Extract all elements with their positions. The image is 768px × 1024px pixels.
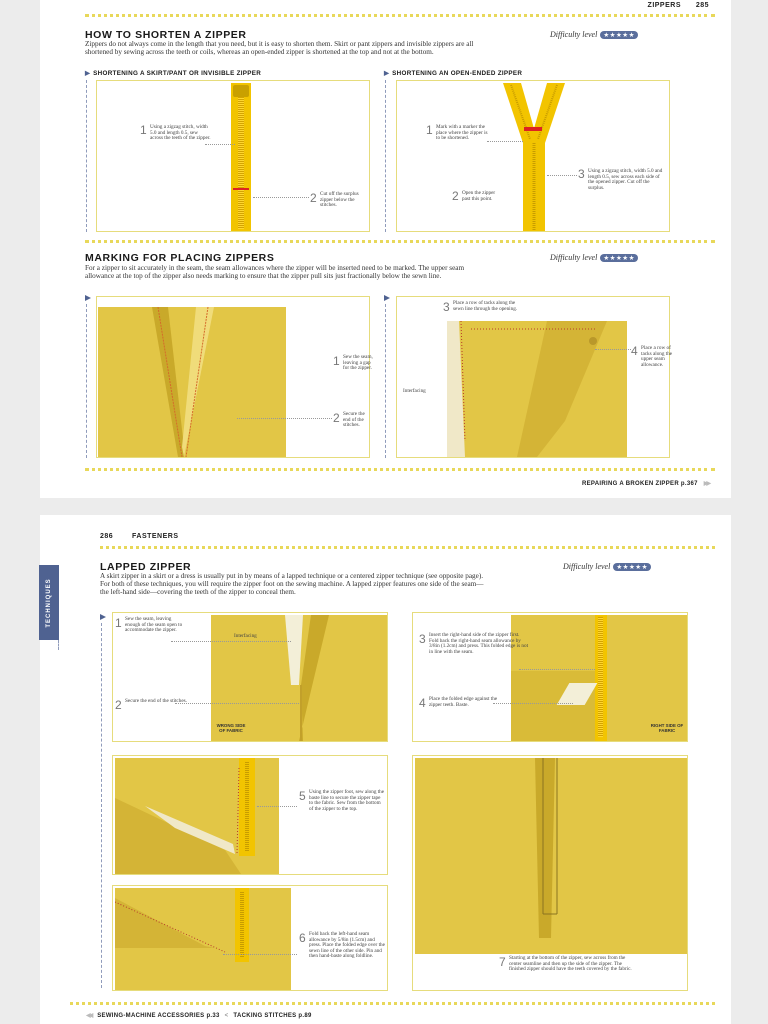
triangle-marker-icon bbox=[384, 295, 390, 301]
step-number: 1 bbox=[333, 354, 340, 368]
step-caption: Secure the end of the stitches. bbox=[343, 411, 365, 429]
figure-step-1-2 bbox=[112, 612, 388, 742]
side-tab-techniques[interactable]: TECHNIQUES bbox=[39, 565, 59, 640]
step-caption: Sew the seam, leaving enough of the seam open to accommodate the zipper. bbox=[125, 616, 183, 634]
shorten-intro-text: Zippers do not always come in the length that you need, but it is easy to shorten them. Skirt or pant zippers and invisible zippers are all shortened by sewing across the teeth or coils, whereas an open-ended zipper is shortened at the top and not at the bottom. bbox=[85, 40, 474, 56]
running-head-section: FASTENERS bbox=[132, 533, 179, 540]
section-title-marking: MARKING FOR PLACING ZIPPERS bbox=[85, 252, 275, 264]
step-number: 2 bbox=[452, 189, 459, 203]
cross-reference-footer bbox=[86, 1012, 312, 1019]
step-caption: Insert the right-hand side of the zipper first. Fold back the right-hand seam allowance by 3/8in (1.2cm) and press. This folded edge is not in line with the seam. bbox=[429, 632, 529, 655]
chevron-right-icon: ▶▶ bbox=[703, 481, 709, 487]
step-caption: Using a zigzag stitch, width 5.0 and length 0.5, sew across each side of the opened zipper. Cut off the surplus. bbox=[588, 168, 663, 191]
step-caption: Starting at the bottom of the zipper, sew across from the center seamline and then up the side of the zipper. The finished zipper should have the teeth covered by the fabric. bbox=[509, 955, 632, 973]
step-number: 3 bbox=[443, 300, 450, 314]
step-number: 3 bbox=[578, 167, 585, 181]
tack-marking-illustration bbox=[447, 321, 627, 457]
zipper-sewing-illustration bbox=[115, 758, 279, 874]
step-number: 4 bbox=[631, 344, 638, 358]
step-caption: Place the folded edge against the zipper teeth. Baste. bbox=[429, 696, 498, 708]
step-guide-line bbox=[86, 304, 87, 458]
difficulty-stars: ★★★★★ bbox=[600, 31, 638, 39]
step-number: 1 bbox=[115, 616, 122, 630]
interfacing-label: Interfacing bbox=[234, 633, 257, 639]
tab-guide-line bbox=[58, 640, 59, 650]
step-number: 1 bbox=[426, 123, 433, 137]
step-caption: Secure the end of the stitches. bbox=[125, 698, 187, 704]
section-title-shorten: HOW TO SHORTEN A ZIPPER bbox=[85, 29, 247, 41]
chevron-left-icon: ◀◀ bbox=[86, 1013, 92, 1019]
zipper-pull bbox=[233, 85, 249, 97]
difficulty-label: Difficulty level bbox=[550, 30, 598, 39]
step-guide-line bbox=[385, 304, 386, 458]
step-caption: Mark with a marker the place where the zipper is to be shortened. bbox=[436, 124, 488, 142]
step-number: 4 bbox=[419, 696, 426, 710]
zipper-teeth bbox=[598, 617, 603, 737]
leader-line bbox=[175, 703, 299, 704]
step-number: 2 bbox=[115, 698, 122, 712]
leader-line bbox=[547, 175, 577, 176]
section-title-lapped: LAPPED ZIPPER bbox=[100, 561, 192, 573]
dotted-rule bbox=[100, 546, 715, 549]
difficulty-indicator bbox=[550, 30, 638, 39]
subhead-left: ▶ SHORTENING A SKIRT/PANT OR INVISIBLE ZIPPER bbox=[85, 70, 262, 77]
difficulty-label: Difficulty level bbox=[563, 562, 611, 571]
page-285 bbox=[40, 0, 731, 498]
step-number: 5 bbox=[299, 789, 306, 803]
fabric-fold bbox=[511, 671, 601, 741]
leader-line bbox=[493, 703, 573, 704]
triangle-marker-icon bbox=[85, 295, 91, 301]
figure-open-ended-zipper bbox=[396, 80, 670, 232]
fold-back-illustration bbox=[115, 888, 291, 990]
leader-line bbox=[205, 144, 235, 145]
cross-reference[interactable]: REPAIRING A BROKEN ZIPPER p.367 ▶▶ bbox=[582, 481, 709, 487]
finished-zipper-illustration bbox=[415, 758, 687, 954]
figure-tack-marking bbox=[396, 296, 673, 458]
step-caption: Place a row of tacks along the upper seam allowance. bbox=[641, 345, 673, 368]
figure-step-5 bbox=[112, 755, 388, 875]
step-guide-line bbox=[101, 623, 102, 988]
figure-seam-gap bbox=[96, 296, 373, 458]
open-zipper-illustration bbox=[397, 81, 671, 233]
wrong-side-label: WRONG SIDE OF FABRIC bbox=[216, 723, 246, 733]
triangle-marker-icon: ▶ bbox=[384, 70, 390, 77]
dotted-rule bbox=[70, 1002, 715, 1005]
xref-link[interactable]: SEWING-MACHINE ACCESSORIES p.33 bbox=[97, 1013, 220, 1019]
leader-line bbox=[595, 349, 631, 350]
lapped-intro-text: A skirt zipper in a skirt or a dress is usually put in by means of a lapped technique or a centered zipper technique (see opposite page). For both of these techniques, you will require the zipper foot on the sewing machine. A lapped zipper features one side of the seam—the left-hand side—covering the teeth of the zipper to conceal them. bbox=[100, 572, 484, 596]
step-guide-line bbox=[385, 80, 386, 232]
running-head-section: ZIPPERS bbox=[647, 2, 681, 9]
leader-line bbox=[171, 641, 291, 642]
xref-link[interactable]: TACKING STITCHES p.89 bbox=[233, 1013, 312, 1019]
leader-line bbox=[223, 954, 297, 955]
difficulty-stars: ★★★★★ bbox=[600, 254, 638, 262]
step-caption: Fold back the left-hand seam allowance by 5/8in (1.5cm) and press. Place the folded edge over the sewn line of the other side. Pin and then hand-baste along foldline. bbox=[309, 931, 385, 960]
difficulty-indicator bbox=[563, 562, 651, 571]
step-caption: Open the zipper past this point. bbox=[462, 190, 496, 202]
right-side-label: RIGHT SIDE OF FABRIC bbox=[650, 723, 684, 733]
leader-line bbox=[519, 669, 595, 670]
figure-step-3-4 bbox=[412, 612, 688, 742]
seam-gap-illustration bbox=[98, 307, 286, 457]
stitch-mark bbox=[233, 188, 249, 190]
figure-step-7 bbox=[412, 755, 688, 991]
leader-line bbox=[237, 418, 332, 419]
step-caption: Using the zipper foot, sew along the baste line to secure the zipper tape to the fabric. Sew from the bottom of the zipper to the top. bbox=[309, 789, 385, 812]
step-number: 6 bbox=[299, 931, 306, 945]
step-caption: Cut off the surplus zipper below the stitches. bbox=[320, 191, 359, 209]
interfacing-label: Interfacing bbox=[403, 388, 426, 394]
step-number: 1 bbox=[140, 123, 147, 137]
page-286 bbox=[40, 515, 731, 1024]
subhead-right: ▶ SHORTENING AN OPEN-ENDED ZIPPER bbox=[384, 70, 523, 77]
difficulty-indicator bbox=[550, 253, 638, 262]
dotted-rule bbox=[85, 240, 715, 243]
dotted-rule bbox=[85, 468, 715, 471]
step-caption: Place a row of tacks along the sewn line through the opening. bbox=[453, 300, 518, 312]
step-number: 7 bbox=[499, 955, 506, 969]
step-caption: Using a zigzag stitch, width 5.0 and length 0.5, sew across the teeth of the zipper. bbox=[150, 124, 211, 142]
triangle-marker-icon: ▶ bbox=[85, 70, 91, 77]
zipper-teeth bbox=[238, 87, 244, 229]
figure-step-6 bbox=[112, 885, 388, 991]
difficulty-label: Difficulty level bbox=[550, 253, 598, 262]
figure-skirt-zipper bbox=[96, 80, 370, 232]
leader-line bbox=[257, 806, 297, 807]
step-number: 2 bbox=[333, 411, 340, 425]
xref-separator: < bbox=[224, 1013, 229, 1019]
page-number: 285 bbox=[695, 2, 709, 9]
step-number: 3 bbox=[419, 632, 426, 646]
leader-line bbox=[487, 141, 523, 142]
difficulty-stars: ★★★★★ bbox=[613, 563, 651, 571]
marking-intro-text: For a zipper to sit accurately in the seam, the seam allowances where the zipper will be inserted need to be marked. The upper seam allowance at the top of the zipper also needs marking to ensure that the zipper pull sits just fractionally below the sewn line. bbox=[85, 264, 465, 280]
triangle-marker-icon bbox=[100, 614, 106, 620]
dotted-rule bbox=[85, 14, 715, 17]
page-number: 286 bbox=[100, 533, 114, 540]
step-guide-line bbox=[86, 80, 87, 232]
step-caption: Sew the seam, leaving a gap for the zipper. bbox=[343, 354, 373, 372]
step-number: 2 bbox=[310, 191, 317, 205]
leader-line bbox=[253, 197, 309, 198]
